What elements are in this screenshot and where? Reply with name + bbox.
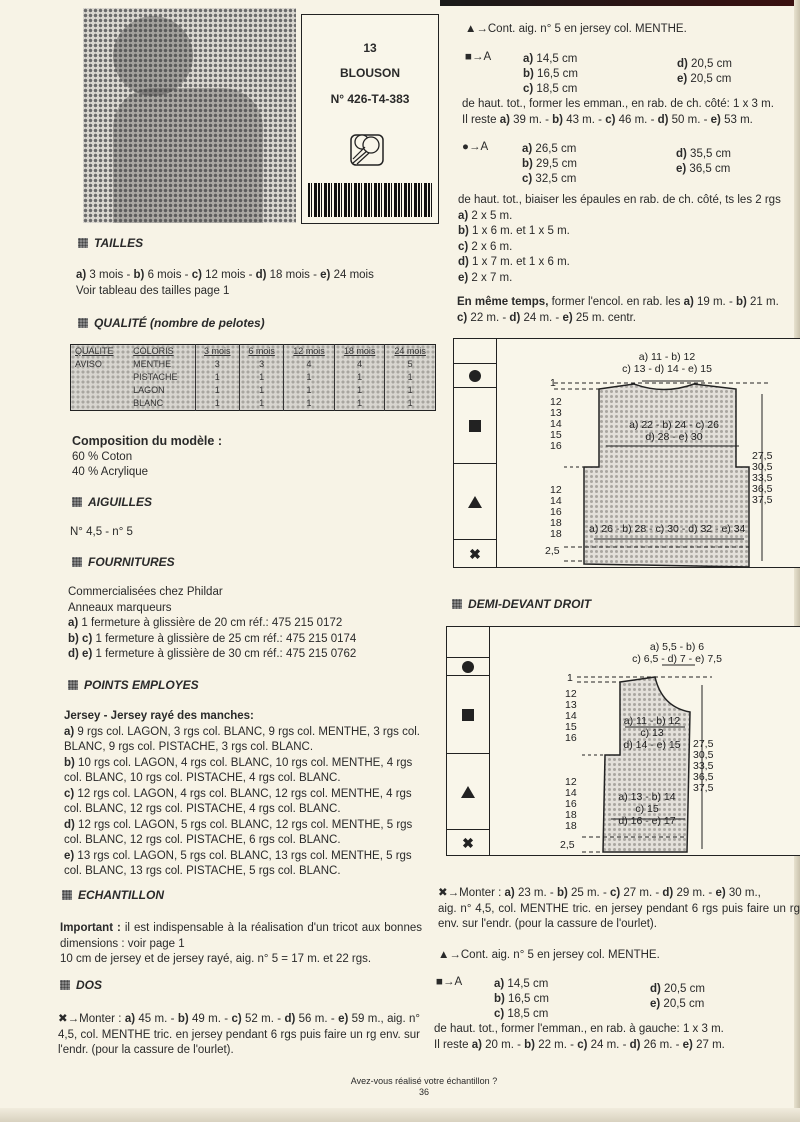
yarn-quantity-table xyxy=(70,344,436,411)
cell: 1 xyxy=(284,384,335,397)
supplies-item: a) 1 fermeture à glissière de 20 cm réf.: 475 215 0172 xyxy=(68,617,343,629)
stripe-item: a) 9 rgs col. LAGON, 3 rgs col. BLANC, 9 rgs col. MENTHE, 3 rgs col. BLANC, 9 rgs col. PISTACHE, 3 rgs col. BLANC. xyxy=(64,725,420,753)
section-bullet-icon xyxy=(452,599,462,609)
section-bullet-icon xyxy=(78,318,88,328)
supplies-line: Anneaux marqueurs xyxy=(68,601,172,614)
chest-width-label: a) 11 - b) 12 c) 13 d) 14 - e) 15 xyxy=(623,715,681,751)
pattern-reference: N° 426-T4-383 xyxy=(330,92,410,106)
gauge-important: Important : il est indispensable à la réalisation d'un tricot aux bonnes dimensions : voir page 1 xyxy=(60,922,422,950)
yarn-ball-icon xyxy=(349,131,385,167)
section-points-heading xyxy=(68,678,199,692)
section-fournitures-heading xyxy=(72,555,175,569)
section-title: POINTS EMPLOYES xyxy=(84,678,199,692)
square-marker-label: ■→A xyxy=(465,51,492,63)
section-bullet-icon xyxy=(72,557,82,567)
gauge-text xyxy=(60,921,422,968)
section-bullet-icon xyxy=(60,980,70,990)
stripe-item: b) 10 rgs col. LAGON, 4 rgs col. BLANC, 10 rgs col. MENTHE, 4 rgs col. BLANC, 10 rgs col. PISTACHE, 4 rgs col. BLANC. xyxy=(64,756,413,784)
cell: 4 xyxy=(284,358,335,371)
section-title: QUALITÉ (nombre de pelotes) xyxy=(94,316,265,330)
body-row-counts: 12 14 16 18 18 xyxy=(565,776,577,832)
circle-marker-label: ●→A xyxy=(462,141,489,153)
pattern-number: 13 xyxy=(363,41,377,55)
pattern-name: BLOUSON xyxy=(340,66,400,80)
neck-width-label: a) 11 - b) 12 c) 13 - d) 14 - e) 15 xyxy=(622,351,712,375)
section-bullet-icon xyxy=(62,890,72,900)
composition-title: Composition du modèle : xyxy=(72,434,222,448)
section-demi-devant-heading xyxy=(452,597,591,611)
cell: 1 xyxy=(284,371,335,384)
hem-height-label: 2,5 xyxy=(560,839,575,851)
cell: 1 xyxy=(239,371,283,384)
total-height-labels: 27,5 30,5 33,5 36,5 37,5 xyxy=(752,450,773,506)
sizes-line: a) 3 mois - b) 6 mois - c) 12 mois - d) 18 mois - e) 24 mois xyxy=(76,269,374,281)
shoulder-text: de haut. tot., biaiser les épaules en rab. de ch. côté, ts les 2 rgs a) 2 x 5 m. b) 1 x 6 m. et 1 x 5 m. c) 2 x 6 m. d) 1 x 7 m. et 1 x 6 m. e) 2 x 7 m. xyxy=(458,194,781,284)
section-title: AIGUILLES xyxy=(88,495,153,509)
page-top-edge xyxy=(440,0,800,6)
circle-heights-left: a) 26,5 cm b) 29,5 cm c) 32,5 cm xyxy=(522,143,577,185)
hem-width-label: a) 13 - b) 14 c) 15 d) 16 - e) 17 xyxy=(618,791,676,827)
stripe-item: e) 13 rgs col. LAGON, 5 rgs col. BLANC, 13 rgs col. MENTHE, 5 rgs col. BLANC, 13 rgs col. PISTACHE, 5 rgs col. BLANC. xyxy=(64,849,412,877)
front-cast-on-text: ✖→Monter : a) 23 m. - b) 25 m. - c) 27 m. - d) 29 m. - e) 30 m., aig. n° 4,5, col. MENTHE tric. en jersey pendant 6 rgs puis faire un rg env. sur l'endr. (pour la cassure de l'ourlet). xyxy=(438,887,800,930)
cross-marker-icon: ✖ xyxy=(469,546,481,562)
armhole-row-counts: 12 13 14 15 16 xyxy=(565,688,577,744)
footer-question: Avez-vous réalisé votre échantillon ? xyxy=(350,1076,498,1086)
back-cast-on-text: ✖→Monter : a) 45 m. - b) 49 m. - c) 52 m. - d) 56 m. - e) 59 m., aig. n° 4,5, col. MENTHE tric. en jersey pendant 6 rgs puis faire un rg env. sur l'endr. (pour la cassure de l'ourlet). xyxy=(58,1013,420,1056)
needles-text: N° 4,5 - n° 5 xyxy=(70,526,133,538)
cell: 1 xyxy=(239,397,283,411)
square-heights-left: a) 14,5 cm b) 16,5 cm c) 18,5 cm xyxy=(523,53,578,95)
cell: 1 xyxy=(195,384,239,397)
size-header: 18 mois xyxy=(334,345,385,359)
section-bullet-icon xyxy=(72,497,82,507)
sizes-text xyxy=(76,268,446,299)
section-bullet-icon xyxy=(78,238,88,248)
section-bullet-icon xyxy=(68,680,78,690)
section-title: DOS xyxy=(76,978,103,992)
cell: 5 xyxy=(385,358,436,371)
table-row xyxy=(71,371,436,384)
composition-item: 60 % Coton xyxy=(72,450,133,463)
total-height-labels: 27,5 30,5 33,5 36,5 37,5 xyxy=(693,738,714,794)
color-name: BLANC xyxy=(133,398,164,408)
section-title: DEMI-DEVANT DROIT xyxy=(468,597,592,611)
composition-block xyxy=(72,434,222,481)
top-offset-label: 1 xyxy=(550,377,556,389)
neckline-text: En même temps, former l'encol. en rab. les a) 19 m. - b) 21 m. c) 22 m. - d) 24 m. - e) 25 m. centr. xyxy=(457,296,779,324)
hem-height-label: 2,5 xyxy=(545,545,560,557)
back-schematic-diagram xyxy=(453,338,800,568)
cell: 1 xyxy=(385,384,436,397)
circle-heights-right: d) 35,5 cm e) 36,5 cm xyxy=(676,148,731,175)
stitches-text xyxy=(64,709,430,880)
section-title: ECHANTILLON xyxy=(78,888,164,902)
size-header: 3 mois xyxy=(195,345,239,359)
armhole-row-counts: 12 13 14 15 16 xyxy=(550,396,562,452)
color-name: LAGON xyxy=(133,385,165,395)
section-title: TAILLES xyxy=(94,236,144,250)
chest-width-label: a) 22 - b) 24 - c) 26 d) 28 - e) 30 xyxy=(629,419,719,443)
section-aiguilles-heading xyxy=(72,495,152,509)
stripe-item: d) 12 rgs col. LAGON, 5 rgs col. BLANC, 12 rgs col. MENTHE, 5 rgs col. BLANC, 12 rgs col. PISTACHE, 6 rgs col. BLANC. xyxy=(64,818,413,846)
supplies-line: Commercialisées chez Phildar xyxy=(68,586,223,598)
front-continue-text: ▲→Cont. aig. n° 5 en jersey col. MENTHE. xyxy=(438,949,660,961)
coloris-header: COLORIS xyxy=(133,346,174,356)
page-bottom-edge xyxy=(0,1108,800,1122)
front-schematic-diagram xyxy=(446,626,800,856)
square-marker-label: ■→A xyxy=(436,976,463,988)
section-echantillon-heading xyxy=(62,888,164,902)
baby-photo xyxy=(83,8,296,223)
table-row xyxy=(71,384,436,397)
back-armhole-text: de haut. tot., former les emman., en rab. de ch. côté: 1 x 3 m. Il reste a) 39 m. - b) 43 m. - c) 46 m. - d) 50 m. - e) 53 m. xyxy=(462,98,774,126)
stripe-item: c) 12 rgs col. LAGON, 4 rgs col. BLANC, 12 rgs col. MENTHE, 4 rgs col. BLANC, 12 rgs col. PISTACHE, 4 rgs col. BLANC. xyxy=(64,787,412,815)
body-row-counts: 12 14 16 18 18 xyxy=(550,484,562,540)
composition-item: 40 % Acrylique xyxy=(72,466,149,478)
color-name: PISTACHE xyxy=(133,372,178,382)
color-name: MENTHE xyxy=(133,359,172,369)
table-row xyxy=(71,397,436,411)
square-heights-right: d) 20,5 cm e) 20,5 cm xyxy=(677,58,732,85)
size-header: 24 mois xyxy=(385,345,436,359)
cross-marker-icon: ✖ xyxy=(462,835,474,851)
sizes-reference: Voir tableau des tailles page 1 xyxy=(76,284,230,297)
back-continue-text: ▲→Cont. aig. n° 5 en jersey col. MENTHE. xyxy=(465,23,687,35)
supplies-text xyxy=(68,585,448,663)
front-armhole-text: de haut. tot., former l'emman., en rab. à gauche: 1 x 3 m. Il reste a) 20 m. - b) 22 m. - c) 24 m. - d) 26 m. - e) 27 m. xyxy=(434,1023,725,1051)
supplies-item: d) e) 1 fermeture à glissière de 30 cm réf.: 475 215 0762 xyxy=(68,648,357,660)
front-square-heights-right: d) 20,5 cm e) 20,5 cm xyxy=(650,983,705,1010)
size-header: 6 mois xyxy=(239,345,283,359)
gauge-value: 10 cm de jersey et de jersey rayé, aig. n° 5 = 17 m. et 22 rgs. xyxy=(60,953,372,965)
neck-width-label: a) 5,5 - b) 6 c) 6,5 - d) 7 - e) 7,5 xyxy=(632,641,722,665)
size-header: 12 mois xyxy=(284,345,335,359)
section-title: FOURNITURES xyxy=(88,555,175,569)
section-tailles-heading xyxy=(78,236,143,250)
cell: 3 xyxy=(195,358,239,371)
cell: 1 xyxy=(195,397,239,411)
section-dos-heading xyxy=(60,978,102,992)
stitches-subtitle: Jersey - Jersey rayé des manches: xyxy=(64,710,254,722)
cell: 1 xyxy=(239,384,283,397)
supplies-item: b) c) 1 fermeture à glissière de 25 cm réf.: 475 215 0174 xyxy=(68,632,357,645)
photo-body xyxy=(113,88,263,223)
quality-header: QUALITE xyxy=(75,346,114,356)
cell: 3 xyxy=(239,358,283,371)
cell: 1 xyxy=(334,371,385,384)
cell: 1 xyxy=(385,397,436,411)
table-header-row xyxy=(71,345,436,359)
page-number: 36 xyxy=(418,1087,429,1097)
top-offset-label: 1 xyxy=(567,672,573,684)
cell: 4 xyxy=(334,358,385,371)
cell: 1 xyxy=(385,371,436,384)
photo-head xyxy=(113,16,193,96)
quality-name: AVISO xyxy=(75,359,102,369)
cell: 1 xyxy=(284,397,335,411)
table-row xyxy=(71,358,436,371)
front-square-heights-left: a) 14,5 cm b) 16,5 cm c) 18,5 cm xyxy=(494,978,549,1020)
barcode xyxy=(308,183,432,217)
section-qualite-heading xyxy=(78,316,265,330)
cell: 1 xyxy=(334,397,385,411)
hem-width-label: a) 26 - b) 28 - c) 30 - d) 32 - e) 34 xyxy=(589,523,746,535)
pattern-label-card xyxy=(301,14,439,224)
cell: 1 xyxy=(195,371,239,384)
cell: 1 xyxy=(334,384,385,397)
